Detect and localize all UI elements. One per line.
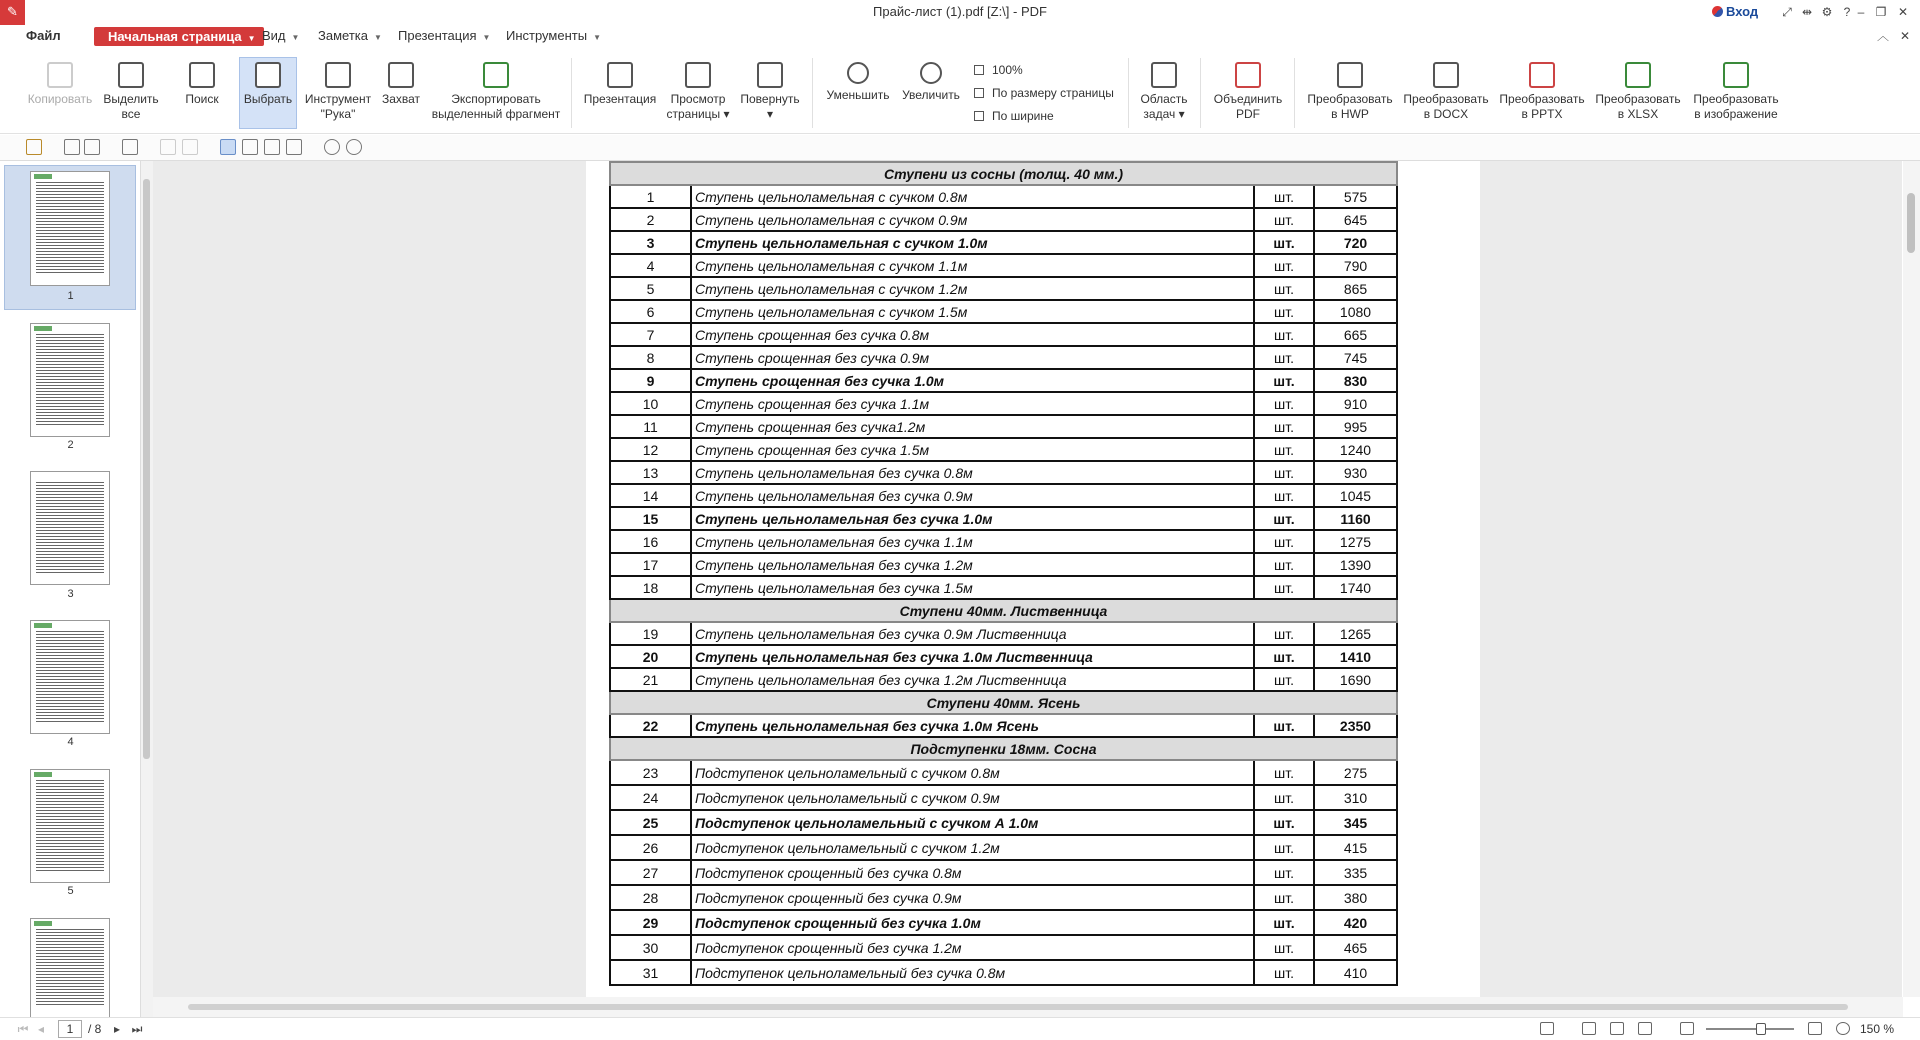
fit-page-icon (974, 88, 984, 98)
product-name: Ступень срощенная без сучка 1.1м (691, 392, 1254, 415)
table-row (610, 553, 1397, 576)
table-row (610, 576, 1397, 599)
row-number: 10 (610, 392, 691, 415)
zoom-icon[interactable] (1836, 1022, 1850, 1035)
row-number: 29 (610, 910, 691, 935)
row-number: 6 (610, 300, 691, 323)
row-number: 1 (610, 185, 691, 208)
row-number: 18 (610, 576, 691, 599)
unit: шт. (1254, 668, 1314, 691)
merge-pdf-button[interactable]: Объединить PDF (1206, 62, 1290, 122)
unit: шт. (1254, 254, 1314, 277)
price: 930 (1314, 461, 1397, 484)
unit: шт. (1254, 910, 1314, 935)
last-page-icon[interactable]: ⏭ (131, 1022, 143, 1036)
hand-icon (325, 62, 351, 88)
product-name: Ступень цельноламельная с сучком 1.0м (691, 231, 1254, 254)
section-header-row (610, 599, 1397, 622)
divider (571, 58, 572, 128)
thumbnail-number: 1 (67, 290, 74, 302)
row-number: 22 (610, 714, 691, 737)
row-number: 14 (610, 484, 691, 507)
product-name: Ступень цельноламельная с сучком 1.2м (691, 277, 1254, 300)
rotate-button[interactable]: Повернуть ▾ (734, 62, 806, 122)
section-title: Ступени 40мм. Ясень (610, 691, 1397, 714)
price: 745 (1314, 346, 1397, 369)
product-name: Ступень цельноламельная с сучком 0.8м (691, 185, 1254, 208)
page-total: / 8 (88, 1022, 102, 1036)
price: 465 (1314, 935, 1397, 960)
unit: шт. (1254, 960, 1314, 985)
thumbnail-number: 4 (67, 736, 74, 748)
save-icon[interactable] (64, 139, 80, 155)
zoom-out-button[interactable]: Уменьшить (820, 62, 896, 103)
unit: шт. (1254, 810, 1314, 835)
unit: шт. (1254, 208, 1314, 231)
unit: шт. (1254, 553, 1314, 576)
select-all-button[interactable]: Выделить все (100, 62, 162, 122)
price: 1410 (1314, 645, 1397, 668)
unit: шт. (1254, 645, 1314, 668)
menu-tools[interactable]: Инструменты ▼ (506, 28, 601, 43)
document-horizontal-scrollbar[interactable] (153, 997, 1903, 1017)
page-number-input[interactable]: 1 (58, 1020, 82, 1038)
close-button[interactable]: ✕ (1897, 5, 1909, 19)
price: 310 (1314, 785, 1397, 810)
title-bar (0, 0, 1920, 25)
login-button[interactable]: Вход (1712, 4, 1758, 19)
price: 665 (1314, 323, 1397, 346)
marquee-icon[interactable] (286, 139, 302, 155)
unit: шт. (1254, 714, 1314, 737)
price: 1160 (1314, 507, 1397, 530)
search-icon (189, 62, 215, 88)
unit: шт. (1254, 835, 1314, 860)
price: 345 (1314, 810, 1397, 835)
price: 1265 (1314, 622, 1397, 645)
table-row (610, 277, 1397, 300)
hwp-icon (1337, 62, 1363, 88)
price: 995 (1314, 415, 1397, 438)
print-icon[interactable] (122, 139, 138, 155)
unit: шт. (1254, 392, 1314, 415)
xlsx-icon (1625, 62, 1651, 88)
table-row (610, 484, 1397, 507)
select-all-icon (118, 62, 144, 88)
restore-button[interactable]: ❐ (1875, 5, 1887, 19)
table-row (610, 254, 1397, 277)
redo-icon[interactable] (182, 139, 198, 155)
unit: шт. (1254, 277, 1314, 300)
page-thumbnail[interactable] (30, 471, 110, 585)
price-table (609, 161, 1398, 986)
unit: шт. (1254, 346, 1314, 369)
product-name: Ступень срощенная без сучка 0.8м (691, 323, 1254, 346)
table-row (610, 208, 1397, 231)
row-number: 5 (610, 277, 691, 300)
unit: шт. (1254, 935, 1314, 960)
table-row (610, 810, 1397, 835)
thumbnail-number: 5 (67, 885, 74, 897)
product-name: Ступень цельноламельная с сучком 1.1м (691, 254, 1254, 277)
price: 410 (1314, 960, 1397, 985)
product-name: Подступенок цельноламельный с сучком 0.9м (691, 785, 1254, 810)
table-row (610, 530, 1397, 553)
product-name: Ступень цельноламельная без сучка 1.0м (691, 507, 1254, 530)
table-row (610, 461, 1397, 484)
menu-file[interactable]: Файл (26, 28, 61, 43)
document-view (153, 161, 1902, 997)
row-number: 3 (610, 231, 691, 254)
product-name: Подступенок срощенный без сучка 0.9м (691, 885, 1254, 910)
section-header-row (610, 737, 1397, 760)
fit-page-status-icon[interactable] (1808, 1022, 1822, 1035)
product-name: Ступень цельноламельная без сучка 1.1м (691, 530, 1254, 553)
page-view-icon (685, 62, 711, 88)
select-tool-button[interactable]: Выбрать (239, 57, 297, 129)
row-number: 27 (610, 860, 691, 885)
product-name: Подступенок цельноламельный с сучком А 1.0м (691, 810, 1254, 835)
help-icon[interactable]: ? (1843, 5, 1851, 19)
fit-page-option[interactable]: По размеру страницы (974, 86, 1114, 100)
table-row (610, 910, 1397, 935)
hand-tool-button[interactable]: Инструмент "Рука" (300, 62, 376, 122)
unit: шт. (1254, 185, 1314, 208)
window-title: Прайс-лист (1).pdf [Z:\] - PDF (873, 4, 1047, 19)
table-row (610, 885, 1397, 910)
price: 790 (1314, 254, 1397, 277)
pdf-page (586, 161, 1480, 997)
zoom-in-small-icon[interactable] (346, 139, 362, 155)
menu-home[interactable]: Начальная страница ▼ (94, 27, 264, 46)
table-row (610, 935, 1397, 960)
zoom-out-small-icon[interactable] (324, 139, 340, 155)
row-number: 9 (610, 369, 691, 392)
row-number: 26 (610, 835, 691, 860)
table-row (610, 438, 1397, 461)
row-number: 25 (610, 810, 691, 835)
first-page-icon[interactable]: ⏮ (17, 1022, 29, 1036)
convert-docx-button[interactable]: Преобразовать в DOCX (1398, 62, 1494, 122)
fit-width-icon (974, 111, 984, 121)
unit: шт. (1254, 300, 1314, 323)
page-view-button[interactable]: Просмотр страницы ▾ (662, 62, 734, 122)
row-number: 11 (610, 415, 691, 438)
actual-size-icon (974, 65, 984, 75)
table-row (610, 185, 1397, 208)
table-row (610, 300, 1397, 323)
unit: шт. (1254, 530, 1314, 553)
row-number: 20 (610, 645, 691, 668)
page-thumbnail[interactable] (30, 620, 110, 734)
row-number: 17 (610, 553, 691, 576)
convert-pptx-button[interactable]: Преобразовать в PPTX (1494, 62, 1590, 122)
task-pane-icon (1151, 62, 1177, 88)
page-thumbnail[interactable] (30, 769, 110, 883)
menu-view[interactable]: Вид ▼ (262, 28, 300, 43)
zoom-in-button[interactable]: Увеличить (896, 62, 966, 103)
image-icon (1723, 62, 1749, 88)
cursor-icon (255, 62, 281, 88)
product-name: Ступень цельноламельная без сучка 1.2м (691, 553, 1254, 576)
select-mode-icon[interactable] (220, 139, 236, 155)
search-button[interactable]: Поиск (174, 62, 230, 107)
row-number: 7 (610, 323, 691, 346)
table-row (610, 323, 1397, 346)
page-thumbnail[interactable] (30, 918, 110, 1017)
capture-button[interactable]: Захват (376, 62, 426, 107)
section-header-row (610, 691, 1397, 714)
price: 645 (1314, 208, 1397, 231)
product-name: Ступень срощенная без сучка 1.0м (691, 369, 1254, 392)
table-row (610, 622, 1397, 645)
price: 1390 (1314, 553, 1397, 576)
row-number: 15 (610, 507, 691, 530)
row-number: 21 (610, 668, 691, 691)
presentation-icon (607, 62, 633, 88)
product-name: Ступень цельноламельная без сучка 1.0м Лиственница (691, 645, 1254, 668)
continuous-page-icon[interactable] (1610, 1022, 1624, 1035)
page-thumbnail[interactable] (30, 171, 110, 286)
ribbon (0, 48, 1920, 134)
quick-toolbar (0, 135, 1920, 161)
divider (1294, 58, 1295, 128)
close-doc-icon[interactable]: ✕ (1899, 29, 1911, 43)
app-logo-icon[interactable]: ✎ (0, 0, 25, 25)
product-name: Ступень срощенная без сучка1.2м (691, 415, 1254, 438)
product-name: Подступенок цельноламельный без сучка 0.8м (691, 960, 1254, 985)
merge-pdf-icon (1235, 62, 1261, 88)
table-row (610, 415, 1397, 438)
table-row (610, 785, 1397, 810)
collapse-ribbon-icon[interactable]: ︿ (1876, 29, 1889, 43)
fit-width-option[interactable]: По ширине (974, 109, 1054, 123)
unit: шт. (1254, 461, 1314, 484)
table-row (610, 668, 1397, 691)
export-selection-button[interactable]: Экспортировать выделенный фрагмент (428, 62, 564, 122)
convert-hwp-button[interactable]: Преобразовать в HWP (1302, 62, 1398, 122)
row-number: 8 (610, 346, 691, 369)
product-name: Подступенок цельноламельный с сучком 1.2м (691, 835, 1254, 860)
presentation-button[interactable]: Презентация (578, 62, 662, 107)
price: 2350 (1314, 714, 1397, 737)
product-name: Ступень цельноламельная без сучка 1.2м Лиственница (691, 668, 1254, 691)
thumbnail-number: 3 (67, 588, 74, 600)
table-row (610, 346, 1397, 369)
product-name: Подступенок срощенный без сучка 1.0м (691, 910, 1254, 935)
table-row (610, 645, 1397, 668)
table-row (610, 392, 1397, 415)
undo-icon[interactable] (160, 139, 176, 155)
unit: шт. (1254, 484, 1314, 507)
document-vertical-scrollbar[interactable] (1903, 161, 1920, 997)
divider (1200, 58, 1201, 128)
price: 720 (1314, 231, 1397, 254)
unit: шт. (1254, 885, 1314, 910)
pptx-icon (1529, 62, 1555, 88)
settings-icon[interactable]: ⚙ (1821, 5, 1833, 19)
product-name: Ступень цельноламельная без сучка 0.9м Лиственница (691, 622, 1254, 645)
row-number: 4 (610, 254, 691, 277)
menu-presentation[interactable]: Презентация ▼ (398, 28, 491, 43)
zoom-100-option[interactable]: 100% (974, 63, 1023, 77)
price: 575 (1314, 185, 1397, 208)
row-number: 16 (610, 530, 691, 553)
row-number: 12 (610, 438, 691, 461)
price: 1045 (1314, 484, 1397, 507)
zoom-slider[interactable] (1706, 1028, 1794, 1030)
task-pane-button[interactable]: Область задач ▾ (1134, 62, 1194, 122)
status-bar (0, 1017, 1920, 1040)
unit: шт. (1254, 507, 1314, 530)
product-name: Подступенок срощенный без сучка 1.2м (691, 935, 1254, 960)
table-row (610, 714, 1397, 737)
product-name: Ступень цельноламельная без сучка 1.5м (691, 576, 1254, 599)
row-number: 28 (610, 885, 691, 910)
section-header-row (610, 162, 1397, 185)
row-number: 31 (610, 960, 691, 985)
price: 865 (1314, 277, 1397, 300)
price: 420 (1314, 910, 1397, 935)
thumbnail-scrollbar[interactable] (141, 161, 153, 1017)
section-title: Подступенки 18мм. Сосна (610, 737, 1397, 760)
price: 275 (1314, 760, 1397, 785)
product-name: Ступень срощенная без сучка 0.9м (691, 346, 1254, 369)
two-page-icon[interactable] (1638, 1022, 1652, 1035)
thumbnail-panel (0, 161, 141, 1017)
price: 1740 (1314, 576, 1397, 599)
table-row (610, 760, 1397, 785)
unit: шт. (1254, 369, 1314, 392)
snapshot-icon[interactable] (264, 139, 280, 155)
row-number: 19 (610, 622, 691, 645)
price: 1240 (1314, 438, 1397, 461)
row-number: 2 (610, 208, 691, 231)
price: 380 (1314, 885, 1397, 910)
product-name: Ступень цельноламельная с сучком 1.5м (691, 300, 1254, 323)
divider (1128, 58, 1129, 128)
price: 830 (1314, 369, 1397, 392)
row-number: 23 (610, 760, 691, 785)
table-row (610, 369, 1397, 392)
product-name: Ступень цельноламельная с сучком 0.9м (691, 208, 1254, 231)
price: 1690 (1314, 668, 1397, 691)
price: 910 (1314, 392, 1397, 415)
copy-icon (47, 62, 73, 88)
unit: шт. (1254, 760, 1314, 785)
unit: шт. (1254, 622, 1314, 645)
price: 415 (1314, 835, 1397, 860)
prev-page-icon[interactable]: ◂ (37, 1022, 45, 1036)
user-icon (1712, 6, 1723, 17)
actual-size-status-icon[interactable] (1680, 1022, 1694, 1035)
row-number: 24 (610, 785, 691, 810)
unit: шт. (1254, 415, 1314, 438)
section-title: Ступени из сосны (толщ. 40 мм.) (610, 162, 1397, 185)
view-mode-icon[interactable] (1540, 1022, 1554, 1035)
next-page-icon[interactable]: ▸ (113, 1022, 121, 1036)
table-row (610, 507, 1397, 530)
divider (812, 58, 813, 128)
unit: шт. (1254, 231, 1314, 254)
minimize-button[interactable]: – (1857, 5, 1865, 19)
row-number: 13 (610, 461, 691, 484)
hand-mode-icon[interactable] (242, 139, 258, 155)
docx-icon (1433, 62, 1459, 88)
product-name: Подступенок цельноламельный с сучком 0.8м (691, 760, 1254, 785)
product-name: Ступень цельноламельная без сучка 1.0м Ясень (691, 714, 1254, 737)
menu-note[interactable]: Заметка ▼ (318, 28, 382, 43)
single-page-icon[interactable] (1582, 1022, 1596, 1035)
unit: шт. (1254, 576, 1314, 599)
save-all-icon[interactable] (84, 139, 100, 155)
section-title: Ступени 40мм. Лиственница (610, 599, 1397, 622)
table-row (610, 231, 1397, 254)
table-row (610, 860, 1397, 885)
convert-xlsx-button[interactable]: Преобразовать в XLSX (1590, 62, 1686, 122)
product-name: Ступень срощенная без сучка 1.5м (691, 438, 1254, 461)
unit: шт. (1254, 323, 1314, 346)
copy-button[interactable]: Копировать (22, 62, 98, 107)
unit: шт. (1254, 860, 1314, 885)
price: 1275 (1314, 530, 1397, 553)
price: 335 (1314, 860, 1397, 885)
menu-bar (0, 25, 1920, 48)
product-name: Подступенок срощенный без сучка 0.8м (691, 860, 1254, 885)
open-folder-icon[interactable] (26, 139, 42, 155)
page-thumbnail[interactable] (30, 323, 110, 437)
unit: шт. (1254, 438, 1314, 461)
table-row (610, 835, 1397, 860)
fit-icon[interactable]: ⇹ (1801, 5, 1813, 19)
table-row (610, 960, 1397, 985)
row-number: 30 (610, 935, 691, 960)
rotate-icon (757, 62, 783, 88)
export-icon (483, 62, 509, 88)
product-name: Ступень цельноламельная без сучка 0.9м (691, 484, 1254, 507)
price: 1080 (1314, 300, 1397, 323)
unit: шт. (1254, 785, 1314, 810)
convert-image-button[interactable]: Преобразовать в изображение (1686, 62, 1786, 122)
thumbnail-number: 2 (67, 439, 74, 451)
fullscreen-icon[interactable]: ⤢ (1782, 5, 1792, 19)
zoom-in-icon (920, 62, 942, 84)
zoom-level: 150 % (1860, 1022, 1895, 1036)
product-name: Ступень цельноламельная без сучка 0.8м (691, 461, 1254, 484)
zoom-out-icon (847, 62, 869, 84)
camera-icon (388, 62, 414, 88)
